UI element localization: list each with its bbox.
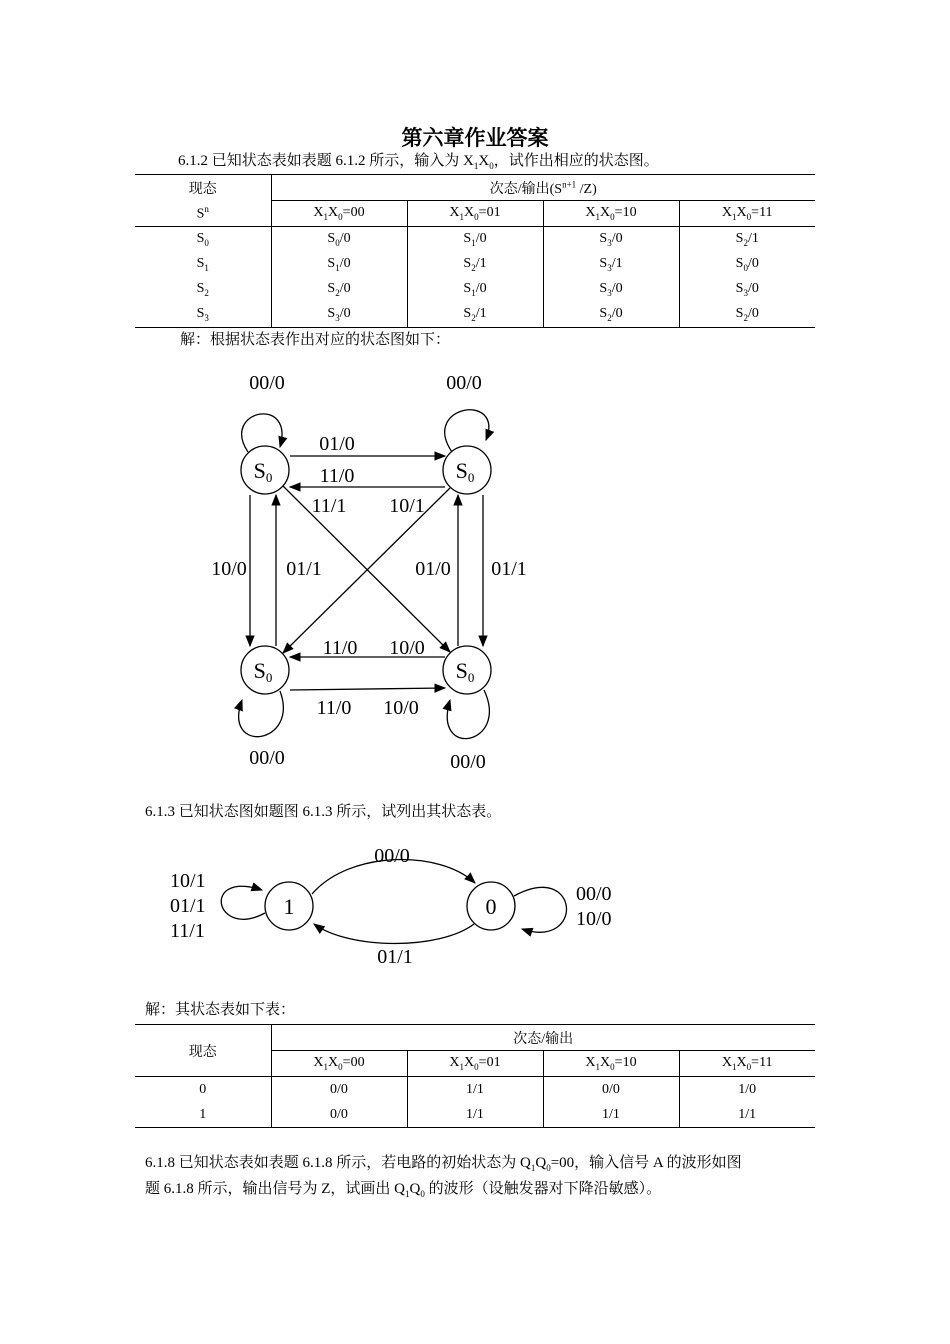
- table-cell: [679, 277, 815, 302]
- table-cell: 1/0: [679, 1077, 815, 1103]
- table-cell: [407, 227, 543, 253]
- cell-sub: 2: [743, 312, 748, 323]
- cell-out: /0: [339, 231, 351, 247]
- cell-s: S: [735, 231, 744, 247]
- cell-sub: 0: [335, 237, 340, 248]
- state-label: S0: [253, 658, 273, 685]
- cell-s: S: [463, 281, 472, 297]
- table-cell: [271, 252, 407, 277]
- edge-label: 11/0: [322, 637, 358, 659]
- cell-out: /0: [747, 306, 759, 322]
- cell-s: S: [327, 256, 336, 272]
- q618-var-q1: Q: [520, 1155, 531, 1171]
- table-cell: 0/0: [271, 1077, 407, 1103]
- edge-label: 00/0: [576, 883, 612, 905]
- col-x1: X: [449, 1055, 460, 1071]
- col-value: =10: [614, 205, 637, 221]
- table-cell: [271, 302, 407, 328]
- col-sub: 1: [323, 1061, 329, 1072]
- edge-label: 10/0: [383, 697, 419, 719]
- col-sub: 1: [595, 1061, 601, 1072]
- q618-var-q0: Q: [535, 1155, 547, 1171]
- table-cell: [543, 252, 679, 277]
- q612-state-diagram: [195, 360, 545, 780]
- q612-prompt: [178, 150, 659, 177]
- cell-sub: 3: [607, 287, 612, 298]
- table-cell: 0/0: [543, 1077, 679, 1103]
- cell-s: S: [599, 306, 608, 322]
- cell-out: /0: [611, 306, 623, 322]
- col-x0: X: [328, 205, 339, 221]
- col-sub: 1: [732, 1061, 737, 1072]
- q612-header-row-2: [135, 201, 815, 227]
- cell-out: /1: [747, 231, 759, 247]
- cell-sub: 1: [471, 237, 476, 248]
- cell-s: S: [463, 231, 472, 247]
- col-sub: 1: [459, 211, 465, 222]
- row-state: [135, 227, 271, 253]
- cell-out: /0: [339, 306, 351, 322]
- edge-label: 11/1: [170, 920, 205, 942]
- cell-s: S: [463, 256, 472, 272]
- q618-text: 题 6.1.8 所示，输出信号为 Z，试画出: [145, 1181, 395, 1197]
- self-loop-arrow: [239, 691, 284, 737]
- state-letter: S: [196, 306, 205, 322]
- q612-header-next: [271, 175, 815, 201]
- col-x0: X: [600, 205, 611, 221]
- edge-label: 01/1: [170, 895, 206, 917]
- transition-arrow: [314, 924, 474, 944]
- self-loop-arrow: [514, 887, 566, 932]
- q613-col-00: [271, 1051, 407, 1077]
- q613-state-table: [135, 1024, 815, 1128]
- col-sub: 1: [732, 211, 737, 222]
- q612-col-11: [679, 201, 815, 227]
- col-x1: X: [721, 1055, 733, 1071]
- state-sub: 0: [204, 237, 209, 248]
- col-sub: 0: [338, 1061, 343, 1072]
- row-state: 0: [199, 1081, 207, 1097]
- cell-sub: 2: [335, 287, 340, 298]
- table-cell: [407, 302, 543, 328]
- table-cell: [679, 227, 815, 253]
- col-value: =01: [478, 205, 501, 221]
- col-x1: X: [449, 205, 460, 221]
- col-x0: X: [328, 1055, 339, 1071]
- cell-sub: 2: [743, 237, 748, 248]
- table-cell: 1/1: [679, 1102, 815, 1128]
- q618-prompt-line1: [145, 1152, 742, 1179]
- col-x1: X: [313, 1055, 324, 1071]
- row-state: [135, 302, 271, 328]
- q612-state-table: [135, 174, 815, 328]
- col-x0: X: [736, 205, 747, 221]
- q613-header-next: [271, 1025, 815, 1051]
- edge-label: 00/0: [374, 845, 410, 867]
- state-label: 0: [485, 894, 497, 919]
- q613-col-10: [543, 1051, 679, 1077]
- edge-label: 10/1: [389, 495, 425, 517]
- state-letter: S: [196, 231, 205, 247]
- q618-text: =00，输入信号 A 的波形如图: [550, 1155, 742, 1171]
- q612-prompt-text: 6.1.2 已知状态表如表题 6.1.2 所示，输入为: [178, 153, 464, 169]
- col-sub: 0: [746, 211, 752, 222]
- q618-var-q1: Q: [394, 1181, 406, 1197]
- cell-s: S: [735, 306, 744, 322]
- col-x1: X: [585, 1055, 596, 1071]
- table-cell: 1/1: [407, 1077, 543, 1103]
- q612-header-next-post: /Z): [576, 181, 597, 197]
- col-value: =10: [614, 1055, 637, 1071]
- q613-col-01: [407, 1051, 543, 1077]
- table-cell: [271, 277, 407, 302]
- col-x0: X: [464, 205, 475, 221]
- edge-label: 00/0: [249, 372, 285, 394]
- q613-col-11: [679, 1051, 815, 1077]
- table-row: [135, 1102, 815, 1128]
- table-cell: [543, 227, 679, 253]
- edge-label: 01/0: [319, 433, 355, 455]
- table-cell: [271, 227, 407, 253]
- cell-sub: 1: [335, 262, 340, 273]
- col-x1: X: [585, 205, 596, 221]
- col-sub: 0: [474, 211, 479, 222]
- table-cell: [679, 252, 815, 277]
- state-label: S0: [253, 458, 273, 485]
- edge-label: 11/0: [316, 697, 352, 719]
- state-sub: 1: [204, 262, 209, 273]
- col-x1: X: [313, 205, 324, 221]
- cell-s: S: [599, 256, 608, 272]
- state-label: 1: [283, 894, 295, 919]
- self-loop-arrow: [447, 690, 489, 739]
- col-sub: 0: [338, 211, 343, 222]
- cell-out: /1: [475, 306, 487, 322]
- q612-col-01: [407, 201, 543, 227]
- q612-header-sn-sup: n: [204, 203, 209, 214]
- col-value: =11: [751, 1055, 773, 1071]
- row-state: [135, 252, 271, 277]
- col-sub: 1: [595, 211, 601, 222]
- cell-s: S: [463, 306, 472, 322]
- cell-out: /1: [611, 256, 623, 272]
- cell-out: /0: [611, 281, 623, 297]
- q618-text: 6.1.8 已知状态表如表题 6.1.8 所示，若电路的初始状态为: [145, 1155, 521, 1171]
- state-label: S0: [455, 458, 475, 485]
- edge-label: 11/1: [311, 495, 347, 517]
- row-state: 1: [135, 1102, 271, 1128]
- q612-header-sn: [135, 201, 271, 227]
- col-value: =00: [342, 1055, 365, 1071]
- q613-prompt: 6.1.3 已知状态图如题图 6.1.3 所示，试列出其状态表。: [145, 804, 502, 820]
- cell-out: /0: [747, 256, 759, 272]
- edge-label: 01/1: [491, 558, 527, 580]
- row-state: [135, 277, 271, 302]
- q612-prompt-end: ，试作出相应的状态图。: [493, 153, 659, 169]
- q612-header-sn-text: S: [196, 206, 205, 222]
- state-label: S0: [455, 658, 475, 685]
- table-row: [135, 277, 815, 302]
- q613-header-current-text: 现态: [188, 1044, 217, 1060]
- cell-s: S: [599, 281, 608, 297]
- q618-text: 的波形（设触发器对下降沿敏感）。: [424, 1181, 662, 1197]
- table-cell: 1/1: [407, 1102, 543, 1128]
- cell-s: S: [327, 281, 336, 297]
- cell-sub: 3: [335, 312, 340, 323]
- cell-s: S: [735, 281, 744, 297]
- table-row: [135, 1077, 815, 1103]
- q612-col-00: [271, 201, 407, 227]
- col-x0: X: [464, 1055, 475, 1071]
- q618-sub: 1: [530, 1163, 536, 1173]
- q618-var-q0: Q: [409, 1181, 421, 1197]
- cell-out: /0: [611, 231, 623, 247]
- col-sub: 0: [474, 1061, 479, 1072]
- table-row: [135, 302, 815, 328]
- cell-sub: 2: [471, 312, 476, 323]
- edge-label: 10/1: [170, 870, 206, 892]
- cell-out: /0: [475, 281, 487, 297]
- col-sub: 1: [459, 1061, 465, 1072]
- q612-var-x1: X: [463, 153, 474, 169]
- cell-sub: 2: [471, 262, 476, 273]
- cell-out: /1: [475, 256, 487, 272]
- cell-s: S: [327, 231, 336, 247]
- state-letter: S: [196, 281, 205, 297]
- cell-s: S: [735, 256, 744, 272]
- q612-sub-0: 0: [489, 161, 494, 171]
- table-row: [135, 252, 815, 277]
- table-cell: [407, 277, 543, 302]
- edge-label: 10/0: [211, 558, 247, 580]
- cell-out: /0: [747, 281, 759, 297]
- q612-answer: 解：根据状态表作出对应的状态图如下：: [180, 332, 451, 348]
- col-sub: 0: [746, 1061, 752, 1072]
- col-value: =01: [478, 1055, 501, 1071]
- table-cell: 1/1: [543, 1102, 679, 1128]
- cell-out: /0: [475, 231, 487, 247]
- q612-var-x0: X: [478, 153, 490, 169]
- cell-sub: 2: [607, 312, 612, 323]
- edge-label: 00/0: [450, 751, 486, 773]
- cell-out: /0: [339, 256, 351, 272]
- table-row: [135, 227, 815, 253]
- edge-label: 10/0: [389, 637, 425, 659]
- cell-sub: 3: [607, 237, 612, 248]
- table-cell: [407, 252, 543, 277]
- edge-label: 01/1: [286, 558, 322, 580]
- col-value: =00: [342, 205, 365, 221]
- page-title: 第六章作业答案: [401, 126, 549, 150]
- table-cell: [543, 277, 679, 302]
- edge-label: 00/0: [249, 747, 285, 769]
- table-cell: [679, 302, 815, 328]
- q612-header-next-sup: n+1: [562, 178, 577, 189]
- q613-answer: 解：其状态表如下表：: [145, 1002, 296, 1018]
- col-x0: X: [736, 1055, 747, 1071]
- q618-sub: 0: [546, 1163, 551, 1173]
- cell-out: /0: [339, 281, 351, 297]
- q613-header-current: [135, 1025, 271, 1077]
- q613-header-row-1: [135, 1025, 815, 1051]
- cell-sub: 3: [607, 262, 612, 273]
- q612-sub-1: 1: [473, 161, 479, 171]
- q613-header-next-text: 次态/输出: [513, 1031, 574, 1047]
- cell-sub: 1: [471, 287, 476, 298]
- q618-prompt-line2: [145, 1178, 661, 1205]
- q612-header-current-text: 现态: [188, 181, 217, 197]
- edge-label: 10/0: [576, 908, 612, 930]
- self-loop-arrow: [221, 886, 265, 919]
- q618-sub: 1: [405, 1189, 410, 1199]
- q613-state-diagram: [160, 838, 630, 978]
- cell-s: S: [599, 231, 608, 247]
- q612-col-10: [543, 201, 679, 227]
- edge-label: 00/0: [446, 372, 482, 394]
- col-sub: 0: [610, 1061, 615, 1072]
- edge-label: 01/1: [377, 946, 413, 968]
- col-sub: 1: [323, 211, 329, 222]
- table-cell: [543, 302, 679, 328]
- col-x0: X: [600, 1055, 611, 1071]
- col-sub: 0: [610, 211, 615, 222]
- q612-header-current: [135, 175, 271, 201]
- transition-arrow: [290, 688, 445, 690]
- state-sub: 3: [204, 312, 209, 323]
- state-sub: 2: [204, 287, 209, 298]
- edge-label: 11/0: [319, 465, 355, 487]
- q618-sub: 0: [420, 1189, 425, 1199]
- col-x1: X: [721, 205, 733, 221]
- table-cell: 0/0: [271, 1102, 407, 1128]
- q612-header-row-1: [135, 175, 815, 201]
- cell-sub: 3: [743, 287, 748, 298]
- state-letter: S: [196, 256, 205, 272]
- col-value: =11: [751, 205, 773, 221]
- cell-s: S: [327, 306, 336, 322]
- edge-label: 01/0: [415, 558, 451, 580]
- cell-sub: 0: [743, 262, 748, 273]
- q612-header-next-pre: 次态/输出(S: [489, 181, 563, 197]
